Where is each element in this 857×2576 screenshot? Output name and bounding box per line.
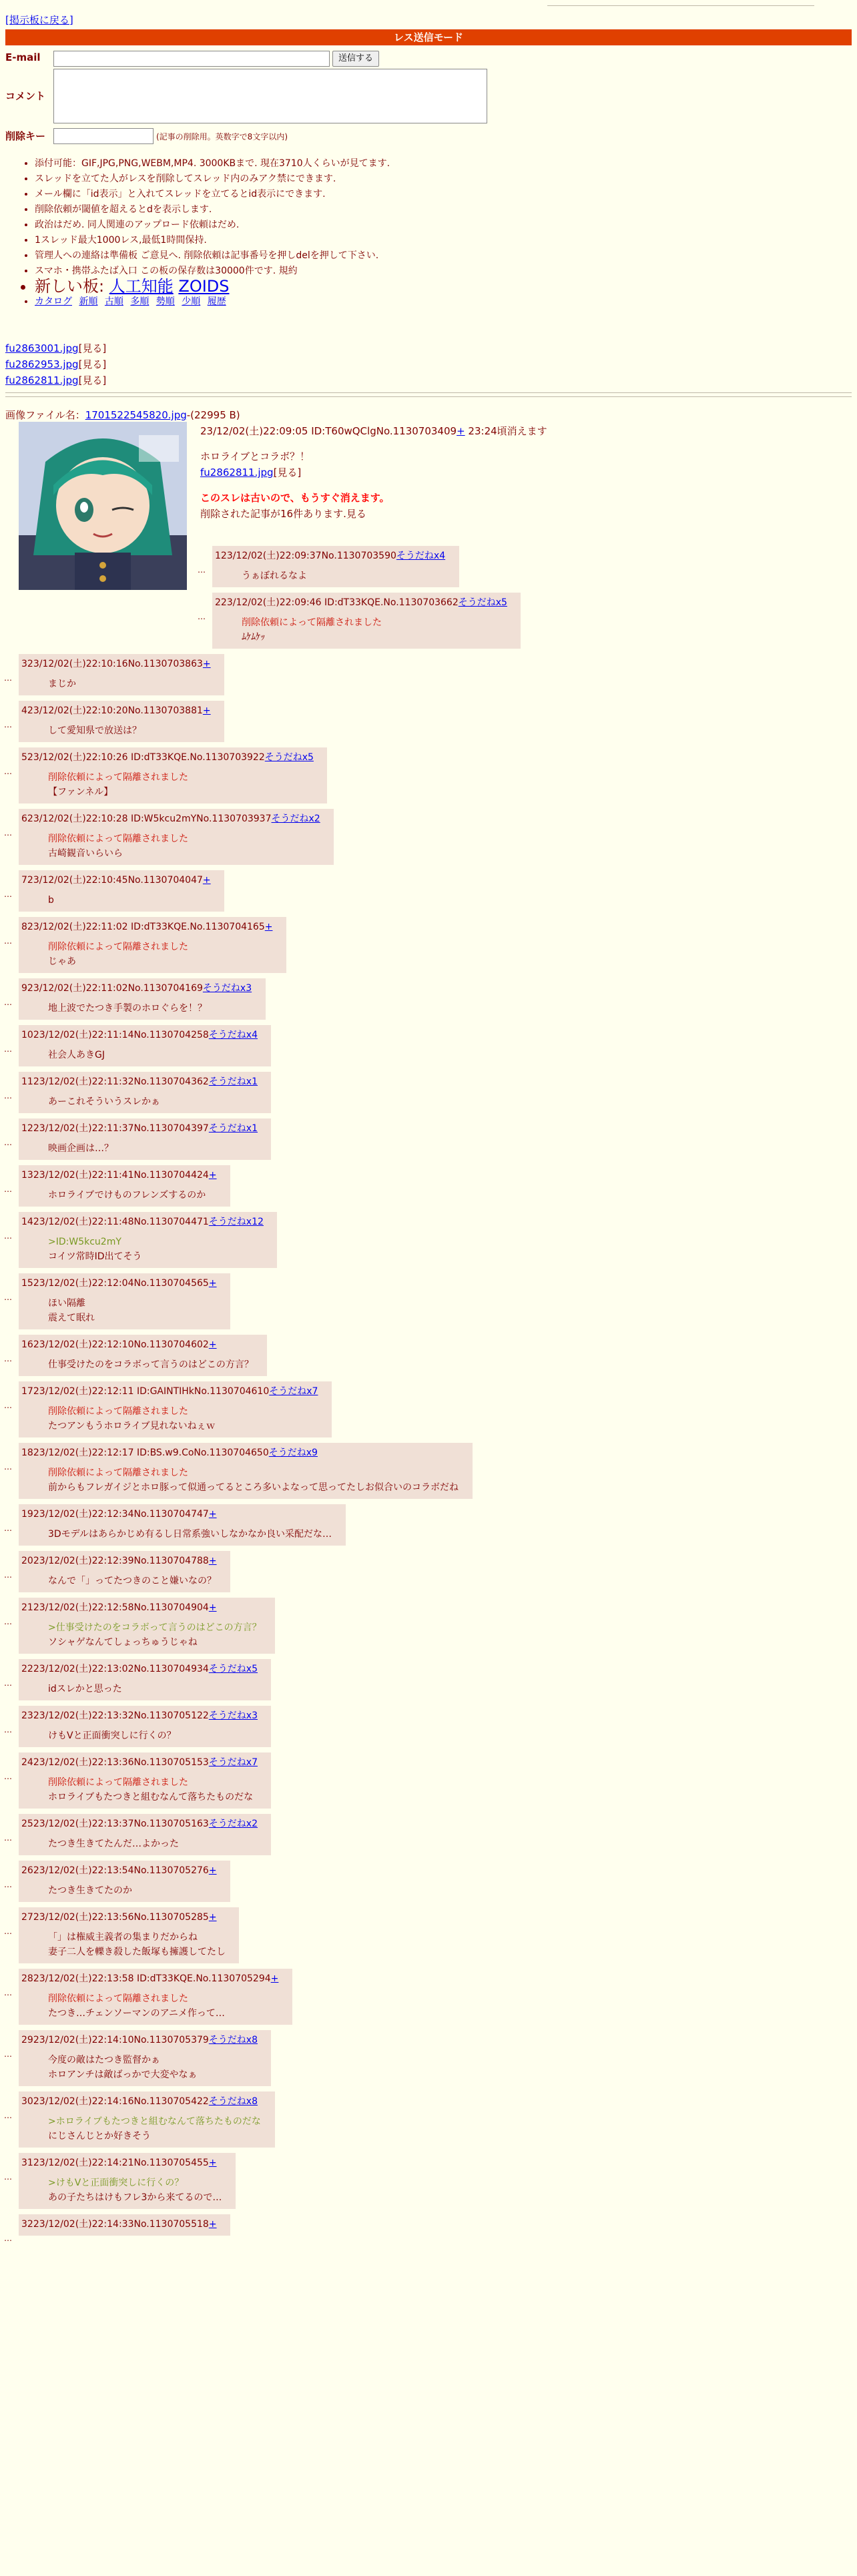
reply-text-line: 妻子二人を轢き殺した飯塚も擁護してたし <box>48 1947 226 1957</box>
reply-header <box>21 1168 222 1183</box>
new-board-item <box>35 279 390 294</box>
sodane-button[interactable]: そうだねx9 <box>268 1447 318 1458</box>
reply-meta: 1523/12/02(土)22:12:04No.1130704565 <box>21 1278 209 1289</box>
reply-mode-bar: レス送信モード <box>5 29 852 45</box>
op-sodane-button[interactable]: + <box>457 425 465 437</box>
reply-post <box>19 2214 230 2236</box>
deleted-notice: 削除依頼によって隔離されました <box>242 617 382 628</box>
reply-indent-marker: … <box>4 1833 12 1843</box>
reply-header <box>21 1121 263 1136</box>
reply-post <box>19 870 224 912</box>
reply-meta: 723/12/02(土)22:10:45No.1130704047 <box>21 875 203 886</box>
reply-indent-marker: … <box>4 1138 12 1147</box>
reply-indent-marker: … <box>4 1927 12 1936</box>
sodane-button[interactable]: そうだねx1 <box>208 1123 258 1134</box>
comment-textarea[interactable] <box>53 69 487 123</box>
reply-indent-marker: … <box>4 1044 12 1054</box>
reply-indent-marker: … <box>198 612 206 621</box>
sodane-button[interactable]: + <box>208 2158 217 2168</box>
reply-indent-marker: … <box>4 1678 12 1688</box>
reply-post <box>19 809 334 865</box>
reply-post <box>19 1907 239 1963</box>
reply-header <box>21 1708 263 1723</box>
fu-see-label[interactable]: [見る] <box>78 374 107 386</box>
sodane-button[interactable]: + <box>264 922 273 932</box>
reply-header <box>21 1863 222 1878</box>
reply-indent-marker: … <box>4 1462 12 1472</box>
reply-text-line: 社会人あきGJ <box>48 1050 105 1060</box>
sort-old-link[interactable]: 古順 <box>104 296 123 307</box>
reply-meta: 2323/12/02(土)22:13:32No.1130705122 <box>21 1710 209 1721</box>
reply-post <box>19 1118 271 1160</box>
history-link[interactable]: 履歴 <box>207 296 226 307</box>
reply-body <box>48 1188 222 1203</box>
deleted-notice: 削除依頼によって隔離されました <box>48 1406 188 1417</box>
reply-body <box>48 940 278 969</box>
fu-see-label[interactable]: [見る] <box>78 358 107 370</box>
sodane-button[interactable]: + <box>208 1602 217 1613</box>
reply-body <box>242 615 513 645</box>
reply-body <box>48 1728 263 1743</box>
sodane-button[interactable]: そうだねx2 <box>208 1819 258 1829</box>
reply-meta: 1923/12/02(土)22:12:34No.1130704747 <box>21 1509 209 1520</box>
reply-post <box>19 1165 230 1207</box>
reply-post <box>19 1273 230 1329</box>
reply-indent-marker: … <box>4 1725 12 1734</box>
comment-label: コメント <box>5 90 46 102</box>
deleted-notice: 削除依頼によって隔離されました <box>48 772 188 783</box>
reply-text-line: ホロライブもたつきと組むなんて落ちたものだな <box>48 1792 254 1803</box>
sodane-button[interactable]: + <box>270 1973 279 1984</box>
reply-meta: 3123/12/02(土)22:14:21No.1130705455 <box>21 2158 209 2168</box>
reply-text-line: ソシャゲなんてしょっちゅうじゃね <box>48 1637 198 1648</box>
sodane-button[interactable]: + <box>208 1509 217 1520</box>
reply-meta: 2723/12/02(土)22:13:56No.1130705285 <box>21 1912 209 1923</box>
anime-character-image <box>19 422 187 590</box>
reply-header <box>21 1276 222 1291</box>
reply-body <box>242 569 451 583</box>
sodane-button[interactable]: + <box>208 1170 217 1181</box>
delete-key-note: (記事の削除用。英数字で8文字以内) <box>156 132 288 141</box>
reply-text-line: 仕事受けたのをコラボって言うのはどこの方言？ <box>48 1359 254 1370</box>
reply-post <box>19 747 327 803</box>
reply-text-line: 【ファンネル】 <box>48 787 113 797</box>
reply-meta: 2923/12/02(土)22:14:10No.1130705379 <box>21 2035 209 2045</box>
image-file-size: -(22995 B) <box>186 409 240 421</box>
reply-meta: 1723/12/02(土)22:12:11 ID:GAINTIHkNo.1130704610 <box>21 1386 270 1397</box>
divider <box>5 392 852 393</box>
thread-op <box>200 423 748 522</box>
op-fu-see[interactable]: [見る] <box>273 466 302 478</box>
reply-header <box>215 595 513 610</box>
sodane-button[interactable]: そうだねx4 <box>208 1030 258 1040</box>
reply-body <box>48 1991 284 2021</box>
rule-item: • スレッドを立てた人がレスを削除してスレッド内のみアク禁にできます. <box>35 172 390 187</box>
reply-header <box>21 1755 263 1770</box>
reply-header <box>21 1817 263 1831</box>
reply-body <box>48 1466 465 1495</box>
reply-text-line: 震えて眠れ <box>48 1313 95 1323</box>
reply-body <box>48 1404 324 1433</box>
deleted-notice: 削除依頼によって隔離されました <box>48 942 188 952</box>
sort-new-link[interactable]: 新順 <box>79 296 98 307</box>
reply-indent-marker: … <box>4 1617 12 1626</box>
sodane-button[interactable]: + <box>208 1912 217 1923</box>
reply-meta: 2623/12/02(土)22:13:54No.1130705276 <box>21 1865 209 1876</box>
reply-header <box>21 873 216 888</box>
sodane-button[interactable]: そうだねx1 <box>208 1076 258 1087</box>
op-text: ホロライブとコラボ？！ <box>200 450 310 462</box>
reply-meta: 1423/12/02(土)22:11:48No.1130704471 <box>21 1217 209 1227</box>
reply-body <box>48 1682 263 1696</box>
rule-item: • 添付可能：GIF,JPG,PNG,WEBM,MP4. 3000KBまで. 現在3710人くらいが見てます. <box>35 156 390 172</box>
reply-text-line: あの子たちはけもフレ3から来てるので… <box>48 2192 222 2203</box>
reply-text-line: けもVと正面衝突しに行くの？ <box>48 1730 176 1741</box>
reply-body <box>48 1357 259 1372</box>
sodane-button[interactable]: そうだねx3 <box>202 983 252 994</box>
reply-indent-marker: … <box>4 673 12 683</box>
reply-header <box>21 1337 259 1352</box>
reply-meta: 923/12/02(土)22:11:02No.1130704169 <box>21 983 203 994</box>
reply-meta: 2223/12/02(土)22:13:02No.1130704934 <box>21 1664 209 1674</box>
reply-meta: 323/12/02(土)22:10:16No.1130703863 <box>21 659 203 669</box>
reply-post <box>19 1443 473 1499</box>
reply-header <box>21 981 258 996</box>
image-file-link[interactable]: 1701522545820.jpg <box>85 409 187 421</box>
email-label: E-mail <box>5 51 41 63</box>
reply-body <box>48 1527 338 1542</box>
reply-header <box>21 2094 267 2109</box>
reply-post <box>19 1025 271 1066</box>
reply-text-line: たつき生きてたんだ…よかった <box>48 1839 179 1849</box>
reply-text-line: じゃあ <box>48 956 76 967</box>
sodane-button[interactable]: + <box>202 875 211 886</box>
reply-header <box>21 1445 465 1460</box>
reply-post <box>19 917 286 973</box>
reply-body <box>48 832 326 861</box>
delete-key-input[interactable] <box>53 128 154 144</box>
reply-body <box>48 1930 231 1959</box>
fu-file-link[interactable]: fu2862811.jpg <box>5 374 79 386</box>
reply-indent-marker: … <box>4 1772 12 1781</box>
reply-text-line: 前からもフレガイジとホロ豚って似通ってるところ多いよなって思ってたしお似合いのコラボだね <box>48 1482 459 1493</box>
rule-item: • 削除依頼が閾値を超えるとdを表示します. <box>35 202 390 218</box>
reply-post <box>19 1814 271 1855</box>
reply-indent-marker: … <box>4 2172 12 2182</box>
catalog-link[interactable]: カタログ <box>35 296 72 307</box>
sort-few-link[interactable]: 少順 <box>182 296 201 307</box>
reply-body <box>48 2114 267 2144</box>
reply-post <box>19 1659 271 1700</box>
reply-body <box>48 1883 222 1898</box>
reply-meta: 223/12/02(土)22:09:46 ID:dT33KQE.No.1130703662 <box>215 597 459 608</box>
deleted-notice: 削除依頼によって隔離されました <box>48 834 188 844</box>
reply-indent-marker: … <box>198 565 206 575</box>
op-expire: 23:24頃消えます <box>468 425 547 437</box>
reply-body <box>48 2176 228 2205</box>
thread-image-thumbnail[interactable] <box>19 422 187 590</box>
reply-meta: 1123/12/02(土)22:11:32No.1130704362 <box>21 1076 209 1087</box>
reply-indent-marker: … <box>4 2111 12 2120</box>
top-rule <box>547 5 814 6</box>
sodane-button[interactable]: そうだねx12 <box>208 1217 264 1227</box>
delete-key-label: 削除キー <box>5 130 46 142</box>
reply-meta: 523/12/02(土)22:10:26 ID:dT33KQE.No.1130703922 <box>21 752 265 763</box>
reply-indent-marker: … <box>4 828 12 838</box>
reply-text-line: にじさんじとか好きそう <box>48 2131 151 2142</box>
new-board-link-ai[interactable]: 人工知能 <box>109 277 174 296</box>
image-filename-label: 画像ファイル名： <box>5 409 85 421</box>
sodane-button[interactable]: そうだねx8 <box>208 2096 258 2107</box>
reply-text-line: うぁぼれるなよ <box>242 571 307 581</box>
quoted-text: >ID:W5kcu2mY <box>48 1237 121 1247</box>
reply-indent-marker: … <box>4 1988 12 1997</box>
reply-header <box>21 1662 263 1676</box>
reply-indent-marker: … <box>4 2049 12 2059</box>
fu-file-link[interactable]: fu2862953.jpg <box>5 358 79 370</box>
deleted-notice: 削除依頼によって隔離されました <box>48 1468 188 1478</box>
reply-header <box>21 920 278 934</box>
reply-body <box>48 2053 263 2082</box>
sodane-button[interactable]: そうだねx5 <box>264 752 314 763</box>
reply-header <box>21 1554 222 1568</box>
reply-text-line: idスレかと思った <box>48 1684 122 1694</box>
reply-text-line: して愛知県で放送は？ <box>48 725 141 736</box>
reply-indent-marker: … <box>4 890 12 899</box>
back-to-board-link[interactable]: [掲示板に戻る] <box>5 14 73 26</box>
reply-post <box>19 2091 275 2148</box>
reply-meta: 423/12/02(土)22:10:20No.1130703881 <box>21 705 203 716</box>
sodane-button[interactable]: そうだねx8 <box>208 2035 258 2045</box>
reply-indent-marker: … <box>4 1231 12 1241</box>
reply-indent-marker: … <box>4 720 12 729</box>
reply-meta: 1223/12/02(土)22:11:37No.1130704397 <box>21 1123 209 1134</box>
reply-header <box>21 1600 267 1615</box>
rule-item: • スマホ・携帯ふたば入口 この板の保存数は30000件です. 規約 <box>35 264 390 279</box>
quoted-text: >けもVと正面衝突しに行くの？ <box>48 2178 184 2188</box>
reply-body <box>48 1001 258 1016</box>
reply-text-line: 「」は権威主義者の集まりだからね <box>48 1932 198 1943</box>
reply-meta: 3023/12/02(土)22:14:16No.1130705422 <box>21 2096 209 2107</box>
fu-file-row <box>5 340 106 356</box>
reply-meta: 2423/12/02(土)22:13:36No.1130705153 <box>21 1757 209 1768</box>
reply-header <box>21 1028 263 1042</box>
reply-post <box>19 701 224 742</box>
reply-post <box>212 546 459 587</box>
deleted-notice: 削除依頼によって隔離されました <box>48 1993 188 2004</box>
reply-meta: 1023/12/02(土)22:11:14No.1130704258 <box>21 1030 209 1040</box>
reply-meta: 823/12/02(土)22:11:02 ID:dT33KQE.No.1130704165 <box>21 922 265 932</box>
reply-text-line: 今度の敵はたつき監督かぁ <box>48 2055 160 2065</box>
reply-header <box>21 812 326 826</box>
sodane-button[interactable]: + <box>208 1278 217 1289</box>
uploaded-files-list <box>5 340 106 388</box>
reply-header <box>21 1384 324 1399</box>
reply-post <box>19 2153 236 2209</box>
quoted-text: >仕事受けたのをコラボって言うのはどこの方言？ <box>48 1622 262 1633</box>
reply-indent-marker: … <box>4 1354 12 1363</box>
reply-header <box>21 1971 284 1986</box>
op-fu-link[interactable]: fu2862811.jpg <box>200 466 274 478</box>
reply-body <box>48 1775 263 1805</box>
reply-header <box>21 1910 231 1925</box>
reply-header <box>215 549 451 563</box>
send-button[interactable]: 送信する <box>332 51 379 67</box>
reply-indent-marker: … <box>4 1293 12 1302</box>
new-board-link-zoids[interactable]: ZOIDS <box>178 277 230 296</box>
reply-indent-marker: … <box>4 767 12 776</box>
reply-body <box>48 1048 263 1062</box>
reply-text-line: たつアンもうホロライブ見れないねぇｗ <box>48 1421 216 1431</box>
reply-body <box>48 677 216 691</box>
reply-post <box>19 654 224 695</box>
reply-post <box>19 1969 292 2025</box>
reply-text-line: 3Dモデルはあらかじめ有るし日常系強いしなかなか良い采配だな… <box>48 1529 332 1540</box>
sodane-button[interactable]: + <box>202 705 211 716</box>
reply-post <box>19 1752 271 1809</box>
rule-item: • 管理人への連絡は準備板 ご意見へ. 削除依頼は記事番号を押しdelを押して下さい. <box>35 248 390 264</box>
reply-text-line: コイツ常時ID出てそう <box>48 1251 142 1262</box>
fu-file-link[interactable]: fu2863001.jpg <box>5 342 79 354</box>
reply-meta: 623/12/02(土)22:10:28 ID:W5kcu2mYNo.1130703937 <box>21 814 272 824</box>
reply-indent-marker: … <box>4 1524 12 1533</box>
sodane-button[interactable]: そうだねx3 <box>208 1710 258 1721</box>
sodane-button[interactable]: そうだねx5 <box>458 597 507 608</box>
reply-indent-marker: … <box>4 998 12 1007</box>
image-filename-line <box>5 408 240 422</box>
reply-text-line: ほい隔離 <box>48 1298 85 1309</box>
sodane-button[interactable]: + <box>208 1556 217 1566</box>
op-fu-line <box>200 464 748 480</box>
reply-meta: 123/12/02(土)22:09:37No.1130703590 <box>215 551 396 561</box>
reply-meta: 1623/12/02(土)22:12:10No.1130704602 <box>21 1339 209 1350</box>
reply-meta: 3223/12/02(土)22:14:33No.1130705518 <box>21 2219 209 2230</box>
reply-text-line: たつき…チェンソーマンのアニメ作って… <box>48 2008 225 2019</box>
reply-header <box>21 1215 269 1229</box>
reply-text-line: たつき生きてたのか <box>48 1885 132 1896</box>
reply-header <box>21 750 319 765</box>
sort-many-link[interactable]: 多順 <box>130 296 150 307</box>
op-meta: 23/12/02(土)22:09:05 ID:T60wQClgNo.1130703409 <box>200 425 457 437</box>
reply-meta: 1823/12/02(土)22:12:17 ID:BS.w9.CoNo.1130704650 <box>21 1447 269 1458</box>
reply-body <box>48 1141 263 1156</box>
reply-text-line: まじか <box>48 679 76 689</box>
reply-text-line: なんで「」ってたつきのこと嫌いなの？ <box>48 1576 216 1586</box>
reply-post <box>19 1706 271 1747</box>
fu-file-row <box>5 372 106 388</box>
reply-text-line: 映画企画は…？ <box>48 1143 113 1154</box>
reply-post <box>19 1212 277 1268</box>
old-thread-warning: このスレは古いので、もうすぐ消えます。 <box>200 492 390 504</box>
reply-body <box>48 893 216 908</box>
new-board-prefix: 新しい板: <box>35 277 105 296</box>
sort-momentum-link[interactable]: 勢順 <box>156 296 175 307</box>
reply-meta: 2823/12/02(土)22:13:58 ID:dT33KQE.No.1130705294 <box>21 1973 271 1984</box>
divider <box>5 396 852 397</box>
reply-indent-marker: … <box>4 1091 12 1100</box>
reply-indent-marker: … <box>4 936 12 946</box>
reply-header <box>21 1074 263 1089</box>
reply-text-line: ホロアンチは敵ばっかで大変やなぁ <box>48 2069 198 2080</box>
reply-text-line: 古崎観音いらいら <box>48 848 123 859</box>
sodane-button[interactable]: そうだねx7 <box>208 1757 258 1768</box>
board-rules <box>15 156 390 310</box>
sodane-button[interactable]: + <box>208 1865 217 1876</box>
deleted-notice: 削除依頼によって隔離されました <box>48 1777 188 1788</box>
reply-header <box>21 657 216 671</box>
rule-item: • メール欄に「id表示」と入れてスレッドを立てるとid表示にできます. <box>35 187 390 202</box>
reply-body <box>48 1296 222 1325</box>
reply-body <box>48 723 216 738</box>
rule-item: • 政治はだめ. 同人関連のアップロード依頼はだめ. <box>35 218 390 233</box>
reply-header <box>21 703 216 718</box>
quoted-text: >ホロライブもたつきと組むなんて落ちたものだな <box>48 2116 261 2127</box>
reply-post <box>19 1861 230 1902</box>
reply-body <box>48 770 319 799</box>
reply-text-line: ホロライブでけものフレンズするのか <box>48 1190 206 1201</box>
reply-meta: 2123/12/02(土)22:12:58No.1130704904 <box>21 1602 209 1613</box>
sodane-button[interactable]: そうだねx5 <box>208 1664 258 1674</box>
reply-indent-marker: … <box>4 1401 12 1410</box>
reply-body <box>48 1235 269 1264</box>
reply-meta: 2023/12/02(土)22:12:39No.1130704788 <box>21 1556 209 1566</box>
reply-post <box>19 1504 346 1546</box>
email-input[interactable] <box>53 51 330 67</box>
reply-post <box>19 1072 271 1113</box>
reply-indent-marker: … <box>4 2234 12 2243</box>
catalog-links <box>35 294 390 310</box>
reply-indent-marker: … <box>4 1185 12 1194</box>
reply-post <box>19 978 266 1020</box>
reply-post <box>19 1598 275 1654</box>
reply-meta: 1323/12/02(土)22:11:41No.1130704424 <box>21 1170 209 1181</box>
deleted-count-note: 削除された記事が16件あります.見る <box>200 508 366 520</box>
reply-indent-marker: … <box>4 1880 12 1889</box>
reply-text-line: ﾑｹﾑｹｯ <box>242 632 265 643</box>
fu-see-label[interactable]: [見る] <box>78 342 107 354</box>
reply-post <box>19 1335 267 1376</box>
reply-body <box>48 1620 267 1650</box>
reply-post <box>212 593 521 649</box>
reply-text-line: b <box>48 895 54 906</box>
reply-body <box>48 1574 222 1588</box>
reply-post <box>19 2030 271 2086</box>
reply-indent-marker: … <box>4 1570 12 1580</box>
rule-item: • 1スレッド最大1000レス,最低1時間保持. <box>35 233 390 248</box>
reply-text-line: あーこれそういうスレかぁ <box>48 1096 160 1107</box>
op-header <box>200 423 748 439</box>
reply-post <box>19 1381 332 1437</box>
reply-header <box>21 1507 338 1522</box>
reply-header <box>21 2156 228 2170</box>
reply-body <box>48 1094 263 1109</box>
reply-text-line: 地上波でたつき手製のホロぐらを！？ <box>48 1003 207 1014</box>
reply-body <box>48 1837 263 1851</box>
sodane-button[interactable]: そうだねx7 <box>269 1386 318 1397</box>
fu-file-row <box>5 356 106 372</box>
sodane-button[interactable]: そうだねx2 <box>271 814 320 824</box>
reply-meta: 2523/12/02(土)22:13:37No.1130705163 <box>21 1819 209 1829</box>
sodane-button[interactable]: そうだねx4 <box>396 551 446 561</box>
reply-post <box>19 1551 230 1592</box>
sodane-button[interactable]: + <box>202 659 211 669</box>
sodane-button[interactable]: + <box>208 1339 217 1350</box>
reply-header <box>21 2217 222 2232</box>
sodane-button[interactable]: + <box>208 2219 217 2230</box>
reply-header <box>21 2033 263 2047</box>
